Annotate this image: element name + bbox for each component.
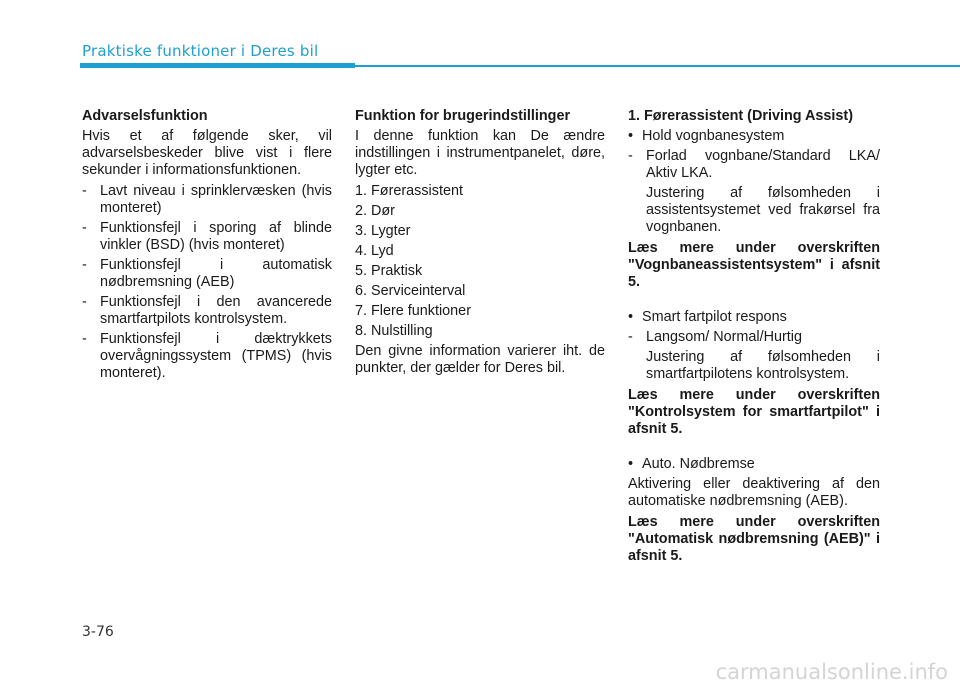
watermark: carmanualsonline.info (715, 660, 948, 684)
paragraph: Justering af følsomheden i assistentsystemet ved frakørsel fra vognbanen. (646, 185, 880, 235)
list-item: 3. Lygter (355, 223, 411, 239)
paragraph: Hvis et af følgende sker, vil advarselsbeskeder blive vist i flere sekunder i informationsfunktionen. (82, 128, 332, 178)
list-item: 7. Flere funktioner (355, 303, 471, 319)
header-accent-bar (80, 63, 355, 68)
reference-note: Læs mere under overskriften "Vognbaneassistentsystem" i afsnit 5. (628, 240, 880, 290)
section-heading: 1. Førerassistent (Driving Assist) (628, 108, 853, 124)
list-item: - Funktionsfejl i dæktrykkets overvågningssystem (TPMS) (hvis monteret). (82, 331, 332, 382)
bullet-item: • Auto. Nødbremse (628, 456, 880, 473)
spacer (628, 442, 880, 456)
list-item: - Funktionsfejl i den avancerede smartfartpilots kontrolsystem. (82, 294, 332, 328)
list-item: 4. Lyd (355, 243, 394, 259)
header-rule (355, 65, 960, 67)
column-user-settings (355, 108, 605, 381)
list-item: 1. Førerassistent (355, 183, 463, 199)
page-number: 3-76 (82, 624, 114, 640)
column-warning-function (82, 108, 332, 385)
spacer (628, 295, 880, 309)
list-item: - Lavt niveau i sprinklervæsken (hvis monteret) (82, 183, 332, 217)
list-item: - Funktionsfejl i sporing af blinde vinkler (BSD) (hvis monteret) (82, 220, 332, 254)
paragraph: Den givne information varierer iht. de punkter, der gælder for Deres bil. (355, 343, 605, 376)
column-driving-assist (628, 108, 880, 569)
paragraph: Aktivering eller deaktivering af den automatiske nødbremsning (AEB). (628, 476, 880, 509)
paragraph: I denne funktion kan De ændre indstillingen i instrumentpanelet, døre, lygter etc. (355, 128, 605, 178)
bullet-item: • Smart fartpilot respons (628, 309, 880, 326)
list-item: 8. Nulstilling (355, 323, 433, 339)
page-header-title: Praktiske funktioner i Deres bil (82, 42, 319, 60)
paragraph: Justering af følsomheden i smartfartpilotens kontrolsystem. (646, 349, 880, 382)
section-heading: Advarselsfunktion (82, 108, 208, 124)
list-item: 5. Praktisk (355, 263, 423, 279)
section-heading: Funktion for brugerindstillinger (355, 108, 571, 124)
bullet-item: • Hold vognbanesystem (628, 128, 880, 145)
list-item: - Forlad vognbane/Standard LKA/ Aktiv LKA. (628, 148, 880, 182)
list-item: 6. Serviceinterval (355, 283, 466, 299)
reference-note: Læs mere under overskriften "Automatisk nødbremsning (AEB)" i afsnit 5. (628, 514, 880, 564)
reference-note: Læs mere under overskriften "Kontrolsystem for smartfartpilot" i afsnit 5. (628, 387, 880, 437)
list-item: 2. Dør (355, 203, 395, 219)
list-item: - Funktionsfejl i automatisk nødbremsning (AEB) (82, 257, 332, 291)
list-item: - Langsom/ Normal/Hurtig (628, 329, 880, 346)
